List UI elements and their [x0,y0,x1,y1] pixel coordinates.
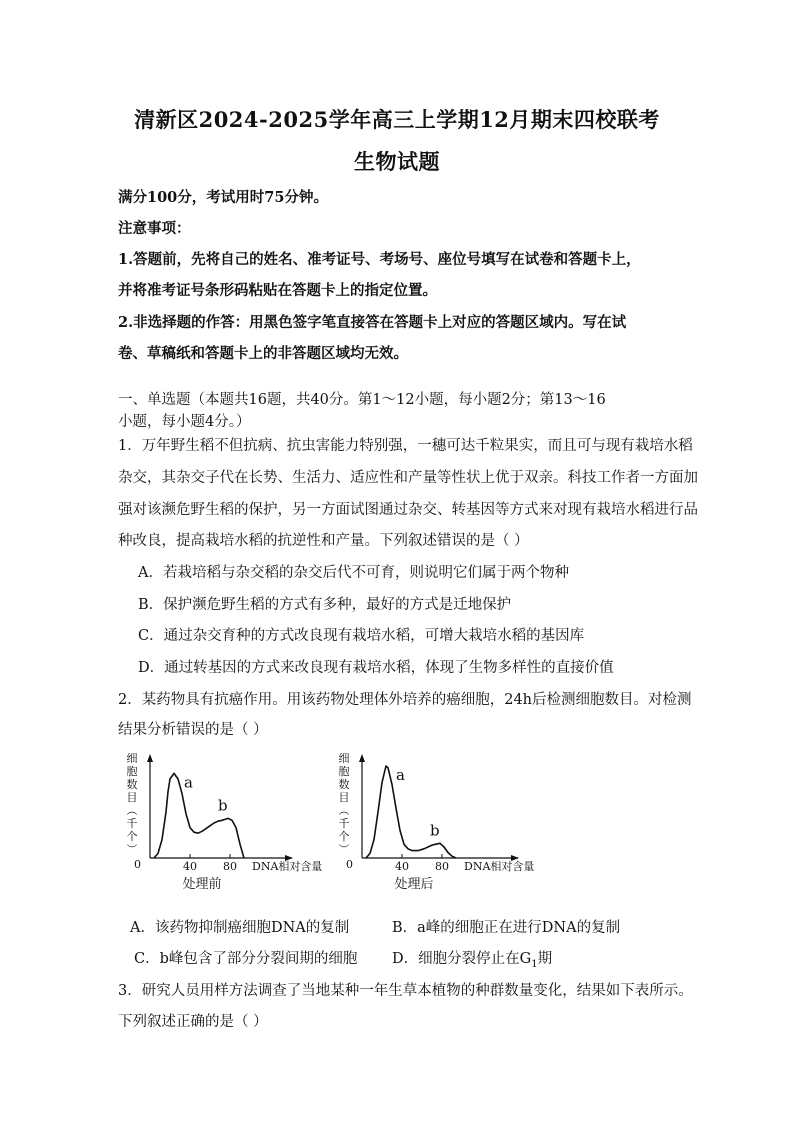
origin-label: 0 [346,858,353,871]
distribution-curve [154,773,244,858]
section-heading-line-1: 一、单选题（本题共16题，共40分。第1～12小题，每小题2分；第13～16 [118,392,606,408]
x-tick-label: 40 [183,860,197,873]
q1-option-d: D．通过转基因的方式来改良现有栽培水稻，体现了生物多样性的直接价值 [138,660,614,676]
q1-option-a: A．若栽培稻与杂交稻的杂交后代不可育，则说明它们属于两个物种 [138,565,569,581]
x-axis-label: DNA相对含量 [252,860,323,873]
notice-1-line-1: 1.答题前，先将自己的姓名、准考证号、考场号、座位号填写在试卷和答题卡上， [118,251,641,268]
q1-stem-line-4: 种改良，提高栽培水稻的抗逆性和产量。下列叙述错误的是（ ） [118,533,529,549]
q2-option-a: A．该药物抑制癌细胞DNA的复制 [130,920,350,936]
notice-heading: 注意事项： [118,220,191,237]
q3-stem-line-2: 下列叙述正确的是（ ） [118,1014,268,1030]
distribution-curve [366,766,456,858]
chart-title: 处理前 [182,877,222,892]
q3-stem-line-1: 3．研究人员用样方法调查了当地某种一年生草本植物的种群数量变化，结果如下表所示。 [118,983,693,999]
q2-option-b: B．a峰的细胞正在进行DNA的复制 [392,920,621,936]
x-tick-label: 80 [435,860,449,873]
q1-stem-line-2: 杂交，其杂交子代在长势、生活力、适应性和产量等性状上优于双亲。科技工作者一方面加 [118,470,698,486]
y-axis-label: 细胞数目︵千个︶ [338,752,350,856]
peak-label-a: a [396,766,405,784]
q2-option-d-text: D．细胞分裂停止在G [392,951,532,967]
peak-label-b: b [430,821,440,840]
peak-label-b: b [218,796,228,815]
x-tick-label: 40 [395,860,409,873]
y-axis-label: 细胞数目︵千个︶ [126,752,138,856]
origin-label: 0 [134,858,141,871]
q1-option-c: C．通过杂交育种的方式改良现有栽培水稻，可增大栽培水稻的基因库 [138,628,585,644]
peak-label-a: a [184,773,193,792]
exam-title: 清新区2024-2025学年高三上学期12月期末四校联考 [134,107,660,132]
notice-1-line-2: 并将准考证号条形码粘贴在答题卡上的指定位置。 [118,282,437,299]
exam-subtitle: 生物试题 [354,149,440,174]
q2-option-d [392,947,552,970]
x-tick-label: 80 [223,860,237,873]
chart-title: 处理后 [394,877,434,892]
q2-stem-line-1: 2．某药物具有抗癌作用。用该药物处理体外培养的癌细胞，24h后检测细胞数目。对检测 [118,692,692,708]
q2-option-d-suffix: 期 [537,951,553,967]
notice-2-line-1: 2.非选择题的作答：用黑色签字笔直接答在答题卡上对应的答题区域内。写在试 [118,314,627,331]
q2-option-d-subscript: 1 [531,958,538,970]
q1-option-b: B．保护濒危野生稻的方式有多种，最好的方式是迁地保护 [138,597,512,613]
score-time-note: 满分100分，考试用时75分钟。 [118,189,328,206]
notice-2-line-2: 卷、草稿纸和答题卡上的非答题区域均无效。 [118,345,408,362]
y-axis-arrow [359,754,365,762]
q2-stem-line-2: 结果分析错误的是（ ） [118,722,268,738]
chart-before-treatment [118,752,323,892]
y-axis-arrow [147,754,153,762]
q1-stem-line-3: 强对该濒危野生稻的保护，另一方面试图通过杂交、转基因等方式来对现有栽培水稻进行品 [118,502,698,518]
q2-option-c: C．b峰包含了部分分裂间期的细胞 [134,951,358,967]
chart-after-treatment [330,752,535,892]
q1-stem-line-1: 1．万年野生稻不但抗病、抗虫害能力特别强，一穗可达千粒果实，而且可与现有栽培水稻 [118,438,693,454]
section-heading-line-2: 小题，每小题4分。） [118,414,251,430]
x-axis-label: DNA相对含量 [464,860,535,873]
